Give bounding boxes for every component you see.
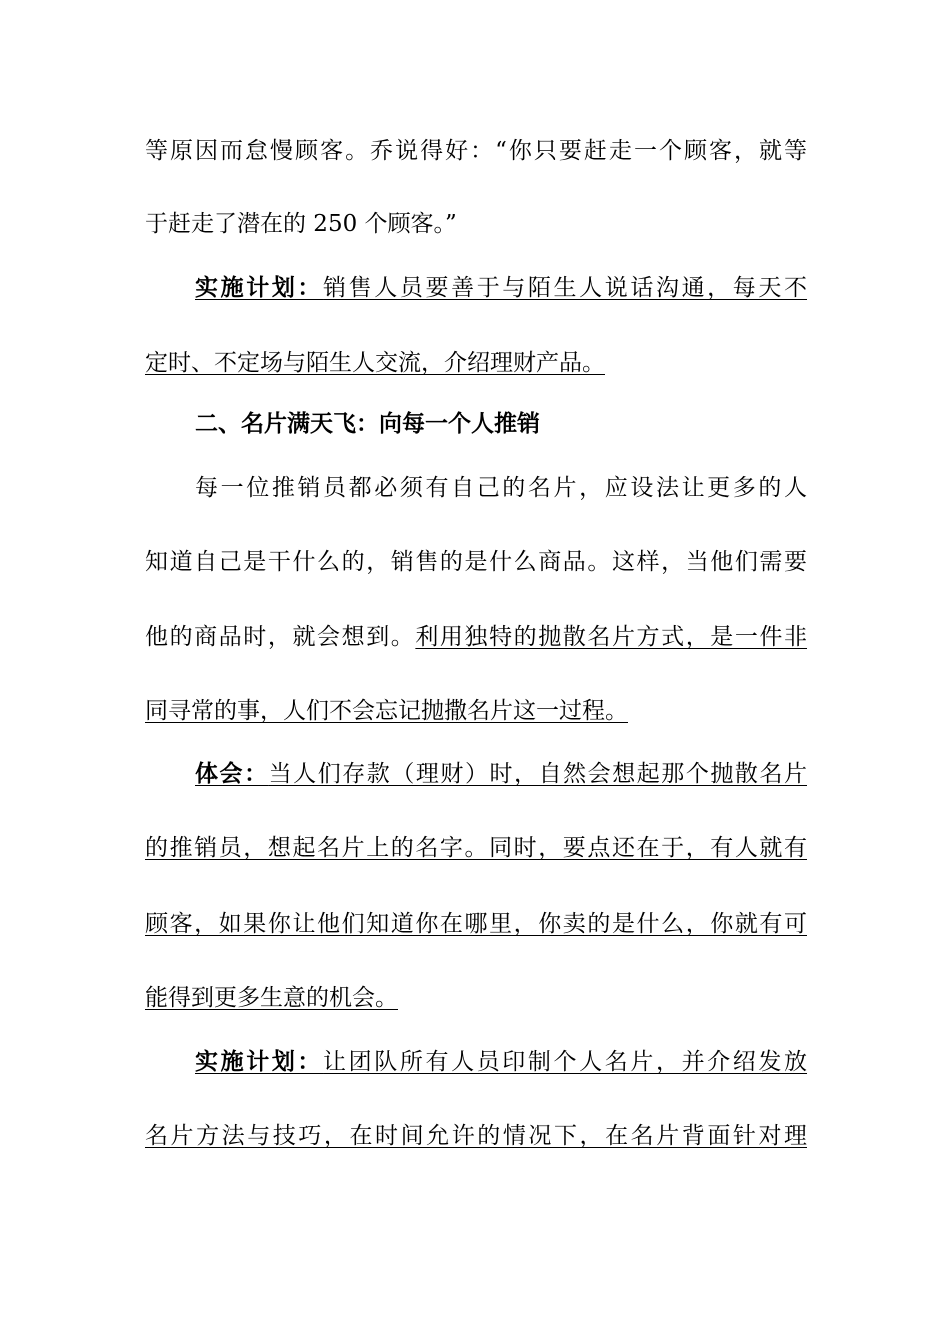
text-line-9 <box>145 693 807 729</box>
section-heading <box>145 406 807 442</box>
text-line-2 <box>145 206 807 242</box>
section-heading-text: 二、名片满天飞：向每一个人推销 <box>195 410 540 437</box>
implementation-plan-line-1 <box>145 270 807 306</box>
text-segment: 每一位推销员都必须有自己的名片，应设法让更多的人 <box>195 475 807 501</box>
text-segment: 让团队所有人员印制个人名片，并介绍发放 <box>323 1049 808 1075</box>
text-segment: 等原因而怠慢顾客。乔说得好：“你只要赶走一个顾客，就等 <box>145 138 807 164</box>
text-segment: 他的商品时，就会想到。 <box>145 624 416 650</box>
text-segment: 知道自己是干什么的，销售的是什么商品。这样，当他们需要 <box>145 549 807 575</box>
text-line-11 <box>145 830 807 866</box>
text-segment: 能得到更多生意的机会。 <box>145 985 398 1011</box>
text-segment: 销售人员要善于与陌生人说话沟通，每天不 <box>323 275 808 301</box>
text-segment: 定时、不定场与陌生人交流，介绍理财产品。 <box>145 350 605 376</box>
implementation-plan-line-2 <box>145 1044 807 1080</box>
text-line-15 <box>145 1118 807 1154</box>
text-line-1 <box>145 133 807 169</box>
text-segment: 的推销员，想起名片上的名字。同时，要点还在于，有人就有 <box>145 835 807 861</box>
reflection-line-1 <box>145 756 807 792</box>
text-line-13 <box>145 980 807 1016</box>
text-segment: 顾客，如果你让他们知道你在哪里，你卖的是什么，你就有可 <box>145 911 807 937</box>
text-segment: 同寻常的事，人们不会忘记抛撒名片这一过程。 <box>145 698 628 724</box>
text-segment: 当人们存款（理财）时，自然会想起那个抛散名片 <box>268 761 807 787</box>
implementation-plan-label: 实施计划： <box>195 1048 324 1075</box>
text-segment: 于赶走了潜在的 250 个顾客。” <box>145 211 457 237</box>
text-line-4 <box>145 345 807 381</box>
text-line-12 <box>145 906 807 942</box>
text-line-8 <box>145 619 807 655</box>
text-line-7 <box>145 544 807 580</box>
text-line-6 <box>145 470 807 506</box>
text-segment: 名片方法与技巧，在时间允许的情况下，在名片背面针对理 <box>145 1123 807 1149</box>
implementation-plan-label: 实施计划： <box>195 274 324 301</box>
text-segment: 利用独特的抛散名片方式，是一件非 <box>415 624 808 650</box>
reflection-label: 体会： <box>195 760 269 787</box>
